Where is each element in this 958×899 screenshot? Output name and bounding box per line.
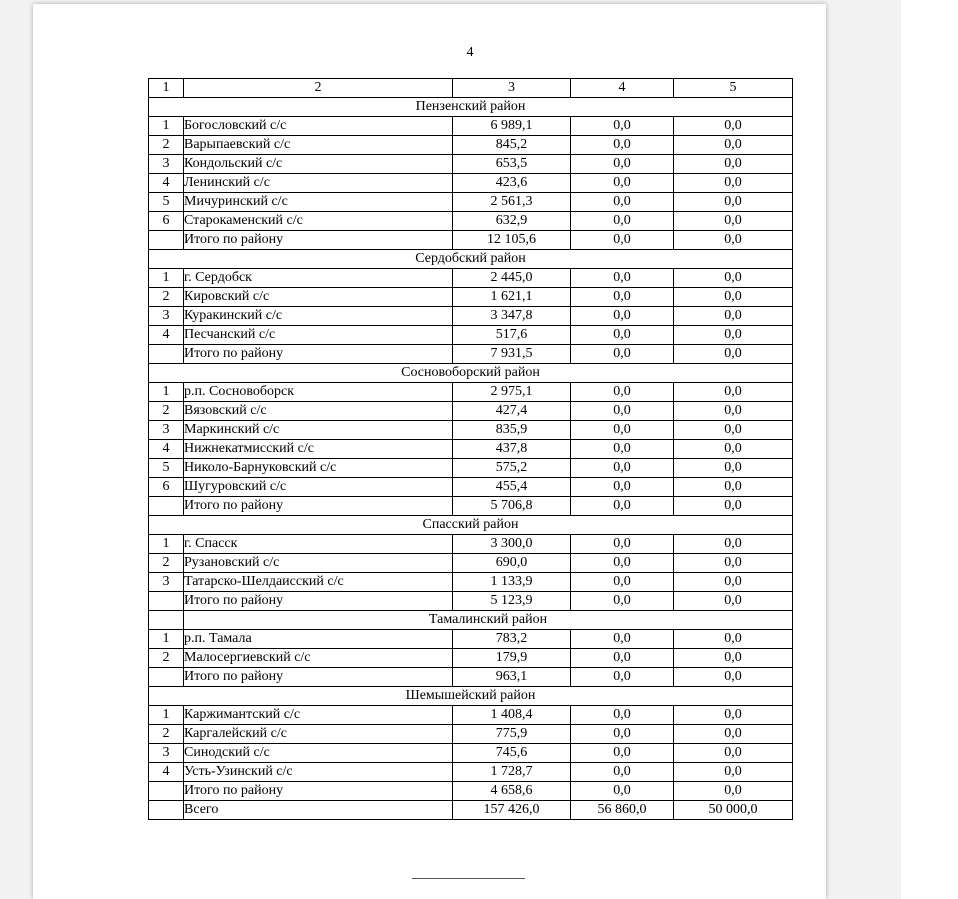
- row-number: 3: [149, 155, 184, 174]
- footnote-line: [412, 878, 525, 879]
- grand-total-col3: 157 426,0: [453, 801, 571, 820]
- row-number: 3: [149, 744, 184, 763]
- row-number: 3: [149, 307, 184, 326]
- row-number: 4: [149, 174, 184, 193]
- amount-col5: 0,0: [674, 440, 793, 459]
- amount-col5: 0,0: [674, 763, 793, 782]
- amount-col3: 1 133,9: [453, 573, 571, 592]
- section-total-row: [149, 782, 793, 801]
- amount-col4: 0,0: [571, 155, 674, 174]
- amount-col4: 0,0: [571, 307, 674, 326]
- total-col4: 0,0: [571, 782, 674, 801]
- settlement-name: Каржимантский с/с: [184, 706, 453, 725]
- row-number: 2: [149, 288, 184, 307]
- settlement-name: р.п. Тамала: [184, 630, 453, 649]
- settlement-name: Татарско-Шелдаисский с/с: [184, 573, 453, 592]
- table-row: [149, 383, 793, 402]
- row-number: 3: [149, 421, 184, 440]
- table-row: [149, 174, 793, 193]
- total-col5: 0,0: [674, 345, 793, 364]
- amount-col4: 0,0: [571, 554, 674, 573]
- section-total-row: [149, 231, 793, 250]
- amount-col5: 0,0: [674, 573, 793, 592]
- section-header-row: [149, 516, 793, 535]
- amount-col3: 1 621,1: [453, 288, 571, 307]
- total-label: Итого по району: [184, 345, 453, 364]
- table-row: [149, 478, 793, 497]
- amount-col4: 0,0: [571, 573, 674, 592]
- amount-col5: 0,0: [674, 193, 793, 212]
- settlement-name: Каргалейский с/с: [184, 725, 453, 744]
- total-empty-cell: [149, 592, 184, 611]
- amount-col3: 179,9: [453, 649, 571, 668]
- amount-col4: 0,0: [571, 535, 674, 554]
- settlement-name: г. Спасск: [184, 535, 453, 554]
- total-label: Итого по району: [184, 668, 453, 687]
- row-number: 6: [149, 478, 184, 497]
- page-number: 4: [466, 45, 474, 60]
- settlement-name: Мичуринский с/с: [184, 193, 453, 212]
- table-row: [149, 744, 793, 763]
- settlement-name: Шугуровский с/с: [184, 478, 453, 497]
- amount-col4: 0,0: [571, 212, 674, 231]
- section-header-row: [149, 250, 793, 269]
- table-row: [149, 326, 793, 345]
- row-number: 5: [149, 193, 184, 212]
- total-col4: 0,0: [571, 231, 674, 250]
- section-total-row: [149, 345, 793, 364]
- total-col4: 0,0: [571, 345, 674, 364]
- table-row: [149, 402, 793, 421]
- grand-total-empty-cell: [149, 801, 184, 820]
- row-number: 1: [149, 535, 184, 554]
- amount-col5: 0,0: [674, 649, 793, 668]
- table-header-row: [149, 79, 793, 98]
- amount-col4: 0,0: [571, 478, 674, 497]
- amount-col5: 0,0: [674, 383, 793, 402]
- amount-col3: 423,6: [453, 174, 571, 193]
- amount-col4: 0,0: [571, 136, 674, 155]
- total-label: Итого по району: [184, 592, 453, 611]
- settlement-name: р.п. Сосновоборск: [184, 383, 453, 402]
- table-row: [149, 212, 793, 231]
- amount-col3: 2 975,1: [453, 383, 571, 402]
- amount-col4: 0,0: [571, 440, 674, 459]
- amount-col3: 3 300,0: [453, 535, 571, 554]
- total-col5: 0,0: [674, 592, 793, 611]
- settlement-name: Богословский с/с: [184, 117, 453, 136]
- row-number: 2: [149, 554, 184, 573]
- column-header-4: 4: [571, 79, 674, 98]
- total-col3: 4 658,6: [453, 782, 571, 801]
- settlement-name: Малосергиевский с/с: [184, 649, 453, 668]
- settlement-name: Нижнекатмисский с/с: [184, 440, 453, 459]
- total-empty-cell: [149, 345, 184, 364]
- section-header-row: [149, 364, 793, 383]
- total-col3: 12 105,6: [453, 231, 571, 250]
- amount-col5: 0,0: [674, 725, 793, 744]
- section-header-row: [149, 98, 793, 117]
- total-col5: 0,0: [674, 668, 793, 687]
- table-row: [149, 307, 793, 326]
- amount-col4: 0,0: [571, 744, 674, 763]
- table-row: [149, 269, 793, 288]
- settlement-name: Старокаменский с/с: [184, 212, 453, 231]
- table-row: [149, 763, 793, 782]
- column-header-2: 2: [184, 79, 453, 98]
- amount-col5: 0,0: [674, 478, 793, 497]
- table-row: [149, 421, 793, 440]
- amount-col5: 0,0: [674, 459, 793, 478]
- section-empty-cell: [149, 611, 184, 630]
- total-label: Итого по району: [184, 497, 453, 516]
- amount-col4: 0,0: [571, 117, 674, 136]
- amount-col5: 0,0: [674, 212, 793, 231]
- total-col4: 0,0: [571, 668, 674, 687]
- amount-col5: 0,0: [674, 554, 793, 573]
- row-number: 1: [149, 269, 184, 288]
- column-header-1: 1: [149, 79, 184, 98]
- table-row: [149, 136, 793, 155]
- amount-col4: 0,0: [571, 269, 674, 288]
- settlement-name: Варыпаевский с/с: [184, 136, 453, 155]
- amount-col5: 0,0: [674, 706, 793, 725]
- amount-col4: 0,0: [571, 402, 674, 421]
- table-row: [149, 649, 793, 668]
- settlement-name: Кировский с/с: [184, 288, 453, 307]
- total-col5: 0,0: [674, 782, 793, 801]
- amount-col3: 2 561,3: [453, 193, 571, 212]
- total-col5: 0,0: [674, 231, 793, 250]
- grand-total-col5: 50 000,0: [674, 801, 793, 820]
- section-title: Шемышейский район: [149, 687, 793, 706]
- amount-col3: 437,8: [453, 440, 571, 459]
- amount-col5: 0,0: [674, 630, 793, 649]
- amount-col3: 745,6: [453, 744, 571, 763]
- row-number: 6: [149, 212, 184, 231]
- row-number: 2: [149, 402, 184, 421]
- section-title: Сердобский район: [149, 250, 793, 269]
- amount-col3: 690,0: [453, 554, 571, 573]
- section-title: Пензенский район: [149, 98, 793, 117]
- row-number: 2: [149, 649, 184, 668]
- table-row: [149, 459, 793, 478]
- amount-col3: 835,9: [453, 421, 571, 440]
- amount-col4: 0,0: [571, 630, 674, 649]
- amount-col3: 2 445,0: [453, 269, 571, 288]
- section-title: Спасский район: [149, 516, 793, 535]
- section-total-row: [149, 592, 793, 611]
- amount-col5: 0,0: [674, 535, 793, 554]
- table-row: [149, 193, 793, 212]
- amount-col3: 427,4: [453, 402, 571, 421]
- row-number: 1: [149, 117, 184, 136]
- table-row: [149, 535, 793, 554]
- settlement-name: Куракинский с/с: [184, 307, 453, 326]
- amount-col3: 775,9: [453, 725, 571, 744]
- amount-col4: 0,0: [571, 174, 674, 193]
- amount-col5: 0,0: [674, 421, 793, 440]
- total-empty-cell: [149, 497, 184, 516]
- row-number: 2: [149, 136, 184, 155]
- budget-table: [148, 78, 793, 820]
- section-header-row: [149, 611, 793, 630]
- settlement-name: Маркинский с/с: [184, 421, 453, 440]
- grand-total-row: [149, 801, 793, 820]
- section-total-row: [149, 497, 793, 516]
- settlement-name: Рузановский с/с: [184, 554, 453, 573]
- column-header-3: 3: [453, 79, 571, 98]
- section-title: Сосновоборский район: [149, 364, 793, 383]
- amount-col5: 0,0: [674, 288, 793, 307]
- section-header-row: [149, 687, 793, 706]
- total-empty-cell: [149, 668, 184, 687]
- total-label: Итого по району: [184, 782, 453, 801]
- amount-col3: 653,5: [453, 155, 571, 174]
- amount-col4: 0,0: [571, 288, 674, 307]
- total-col4: 0,0: [571, 592, 674, 611]
- amount-col3: 575,2: [453, 459, 571, 478]
- amount-col5: 0,0: [674, 744, 793, 763]
- amount-col4: 0,0: [571, 763, 674, 782]
- amount-col4: 0,0: [571, 725, 674, 744]
- amount-col4: 0,0: [571, 193, 674, 212]
- amount-col5: 0,0: [674, 155, 793, 174]
- settlement-name: г. Сердобск: [184, 269, 453, 288]
- section-title: Тамалинский район: [184, 611, 793, 630]
- row-number: 1: [149, 706, 184, 725]
- table-row: [149, 288, 793, 307]
- row-number: 4: [149, 763, 184, 782]
- row-number: 1: [149, 383, 184, 402]
- row-number: 2: [149, 725, 184, 744]
- amount-col3: 783,2: [453, 630, 571, 649]
- amount-col5: 0,0: [674, 402, 793, 421]
- grand-total-col4: 56 860,0: [571, 801, 674, 820]
- amount-col3: 517,6: [453, 326, 571, 345]
- settlement-name: Кондольский с/с: [184, 155, 453, 174]
- row-number: 3: [149, 573, 184, 592]
- amount-col5: 0,0: [674, 269, 793, 288]
- total-empty-cell: [149, 782, 184, 801]
- total-col3: 5 706,8: [453, 497, 571, 516]
- row-number: 4: [149, 440, 184, 459]
- row-number: 1: [149, 630, 184, 649]
- settlement-name: Николо-Барнуковский с/с: [184, 459, 453, 478]
- table-row: [149, 440, 793, 459]
- table-row: [149, 573, 793, 592]
- total-col3: 5 123,9: [453, 592, 571, 611]
- amount-col4: 0,0: [571, 706, 674, 725]
- total-col4: 0,0: [571, 497, 674, 516]
- amount-col5: 0,0: [674, 174, 793, 193]
- column-header-5: 5: [674, 79, 793, 98]
- table-row: [149, 117, 793, 136]
- document-page: [33, 4, 826, 899]
- amount-col4: 0,0: [571, 326, 674, 345]
- amount-col4: 0,0: [571, 383, 674, 402]
- amount-col5: 0,0: [674, 326, 793, 345]
- grand-total-label: Всего: [184, 801, 453, 820]
- table-row: [149, 554, 793, 573]
- amount-col3: 1 728,7: [453, 763, 571, 782]
- total-col5: 0,0: [674, 497, 793, 516]
- amount-col3: 3 347,8: [453, 307, 571, 326]
- amount-col5: 0,0: [674, 136, 793, 155]
- table-row: [149, 706, 793, 725]
- amount-col3: 1 408,4: [453, 706, 571, 725]
- table-row: [149, 155, 793, 174]
- settlement-name: Усть-Узинский с/с: [184, 763, 453, 782]
- amount-col3: 845,2: [453, 136, 571, 155]
- amount-col4: 0,0: [571, 421, 674, 440]
- settlement-name: Ленинский с/с: [184, 174, 453, 193]
- row-number: 5: [149, 459, 184, 478]
- settlement-name: Вязовский с/с: [184, 402, 453, 421]
- amount-col5: 0,0: [674, 307, 793, 326]
- table-row: [149, 630, 793, 649]
- table-row: [149, 725, 793, 744]
- settlement-name: Песчанский с/с: [184, 326, 453, 345]
- amount-col3: 6 989,1: [453, 117, 571, 136]
- section-total-row: [149, 668, 793, 687]
- amount-col4: 0,0: [571, 649, 674, 668]
- total-col3: 963,1: [453, 668, 571, 687]
- row-number: 4: [149, 326, 184, 345]
- amount-col5: 0,0: [674, 117, 793, 136]
- settlement-name: Синодский с/с: [184, 744, 453, 763]
- amount-col3: 632,9: [453, 212, 571, 231]
- total-col3: 7 931,5: [453, 345, 571, 364]
- total-empty-cell: [149, 231, 184, 250]
- amount-col4: 0,0: [571, 459, 674, 478]
- total-label: Итого по району: [184, 231, 453, 250]
- amount-col3: 455,4: [453, 478, 571, 497]
